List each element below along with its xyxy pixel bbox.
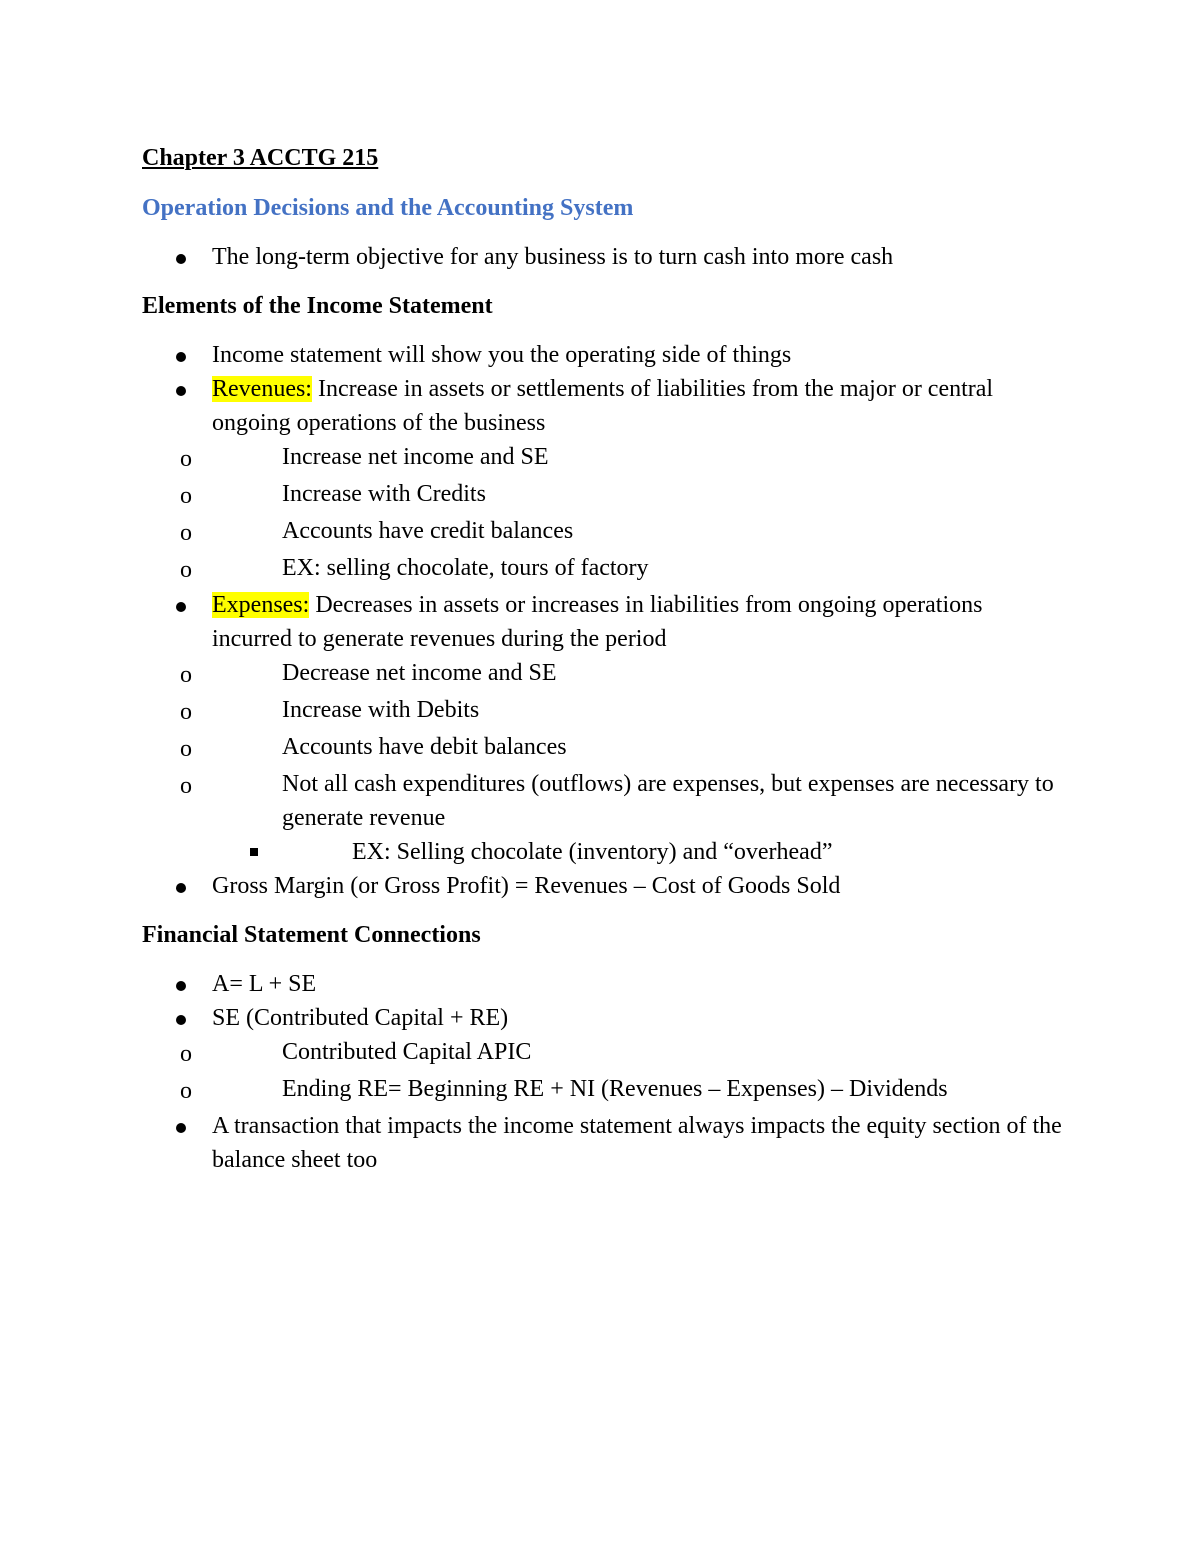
sub-list-item-text: Increase with Debits [282, 697, 480, 723]
circle-bullet-icon: o [180, 557, 192, 583]
circle-bullet-icon: o [180, 483, 192, 509]
circle-bullet-icon: o [180, 1078, 192, 1104]
section-heading-income-statement: Elements of the Income Statement [142, 293, 493, 319]
list-item-text [212, 376, 993, 436]
expenses-sub-sub-list [282, 835, 1062, 869]
list-item-revenues [142, 372, 1062, 585]
list-item-text: The long-term objective for any business is to turn cash into more cash [212, 244, 894, 270]
list-item [142, 240, 1062, 274]
sub-list-item [180, 1072, 1062, 1106]
sub-list-item [180, 767, 1062, 869]
sub-list-item-text: EX: selling chocolate, tours of factory [282, 555, 649, 581]
intro-list [142, 240, 1062, 274]
list-item-gross-margin [142, 869, 1062, 903]
highlighted-term: Revenues: [212, 376, 312, 402]
income-statement-list [142, 338, 1062, 903]
list-item [142, 338, 1062, 372]
circle-bullet-icon: o [180, 736, 192, 762]
connections-sub-list [180, 1035, 1062, 1106]
list-item-text: Gross Margin (or Gross Profit) = Revenues – Cost of Goods Sold [212, 873, 841, 899]
sub-sub-list-item [282, 835, 1062, 869]
bullet-icon [176, 1015, 186, 1025]
expenses-sub-list [180, 656, 1062, 869]
sub-sub-list-item-text: EX: Selling chocolate (inventory) and “overhead” [352, 839, 833, 865]
bullet-icon [176, 1123, 186, 1133]
page-title: Chapter 3 ACCTG 215 [142, 145, 379, 171]
bullet-icon [176, 386, 186, 396]
highlighted-term: Expenses: [212, 592, 310, 618]
circle-bullet-icon: o [180, 773, 192, 799]
page-subtitle: Operation Decisions and the Accounting System [142, 195, 634, 221]
sub-list-item-text: Accounts have credit balances [282, 518, 574, 544]
bullet-icon [176, 254, 186, 264]
circle-bullet-icon: o [180, 446, 192, 472]
list-item-text: A transaction that impacts the income statement always impacts the equity section of the balance sheet too [212, 1113, 1062, 1173]
sub-list-item [180, 656, 1062, 690]
connections-list [142, 967, 1062, 1177]
square-bullet-icon [250, 848, 258, 856]
document-page [142, 140, 1062, 1177]
list-item [142, 1001, 1062, 1106]
sub-list-item [180, 440, 1062, 474]
circle-bullet-icon: o [180, 520, 192, 546]
bullet-icon [176, 981, 186, 991]
circle-bullet-icon: o [180, 1041, 192, 1067]
definition-text: Decreases in assets or increases in liabilities from ongoing operations incurred to generate revenues during the period [212, 592, 983, 652]
bullet-icon [176, 883, 186, 893]
list-item [142, 967, 1062, 1001]
bullet-icon [176, 602, 186, 612]
sub-list-item-text: Ending RE= Beginning RE + NI (Revenues – Expenses) – Dividends [282, 1076, 948, 1102]
sub-list-item [180, 730, 1062, 764]
definition-text: Increase in assets or settlements of liabilities from the major or central ongoing operations of the business [212, 376, 994, 436]
list-item-expenses [142, 588, 1062, 869]
section-heading-connections: Financial Statement Connections [142, 922, 481, 948]
list-item-text: SE (Contributed Capital + RE) [212, 1005, 509, 1031]
sub-list-item [180, 693, 1062, 727]
list-item-text: A= L + SE [212, 971, 317, 997]
sub-list-item [180, 551, 1062, 585]
sub-list-item-text: Decrease net income and SE [282, 660, 557, 686]
circle-bullet-icon: o [180, 699, 192, 725]
sub-list-item-text: Accounts have debit balances [282, 734, 567, 760]
bullet-icon [176, 352, 186, 362]
sub-list-item-text: Not all cash expenditures (outflows) are expenses, but expenses are necessary to generate revenue [282, 771, 1054, 831]
list-item-text: Income statement will show you the operating side of things [212, 342, 792, 368]
list-item [142, 1109, 1062, 1177]
revenues-sub-list [180, 440, 1062, 585]
circle-bullet-icon: o [180, 662, 192, 688]
sub-list-item [180, 1035, 1062, 1069]
sub-list-item-text: Contributed Capital APIC [282, 1039, 532, 1065]
list-item-text [212, 592, 982, 652]
sub-list-item [180, 477, 1062, 511]
sub-list-item-text: Increase net income and SE [282, 444, 549, 470]
sub-list-item [180, 514, 1062, 548]
sub-list-item-text: Increase with Credits [282, 481, 486, 507]
